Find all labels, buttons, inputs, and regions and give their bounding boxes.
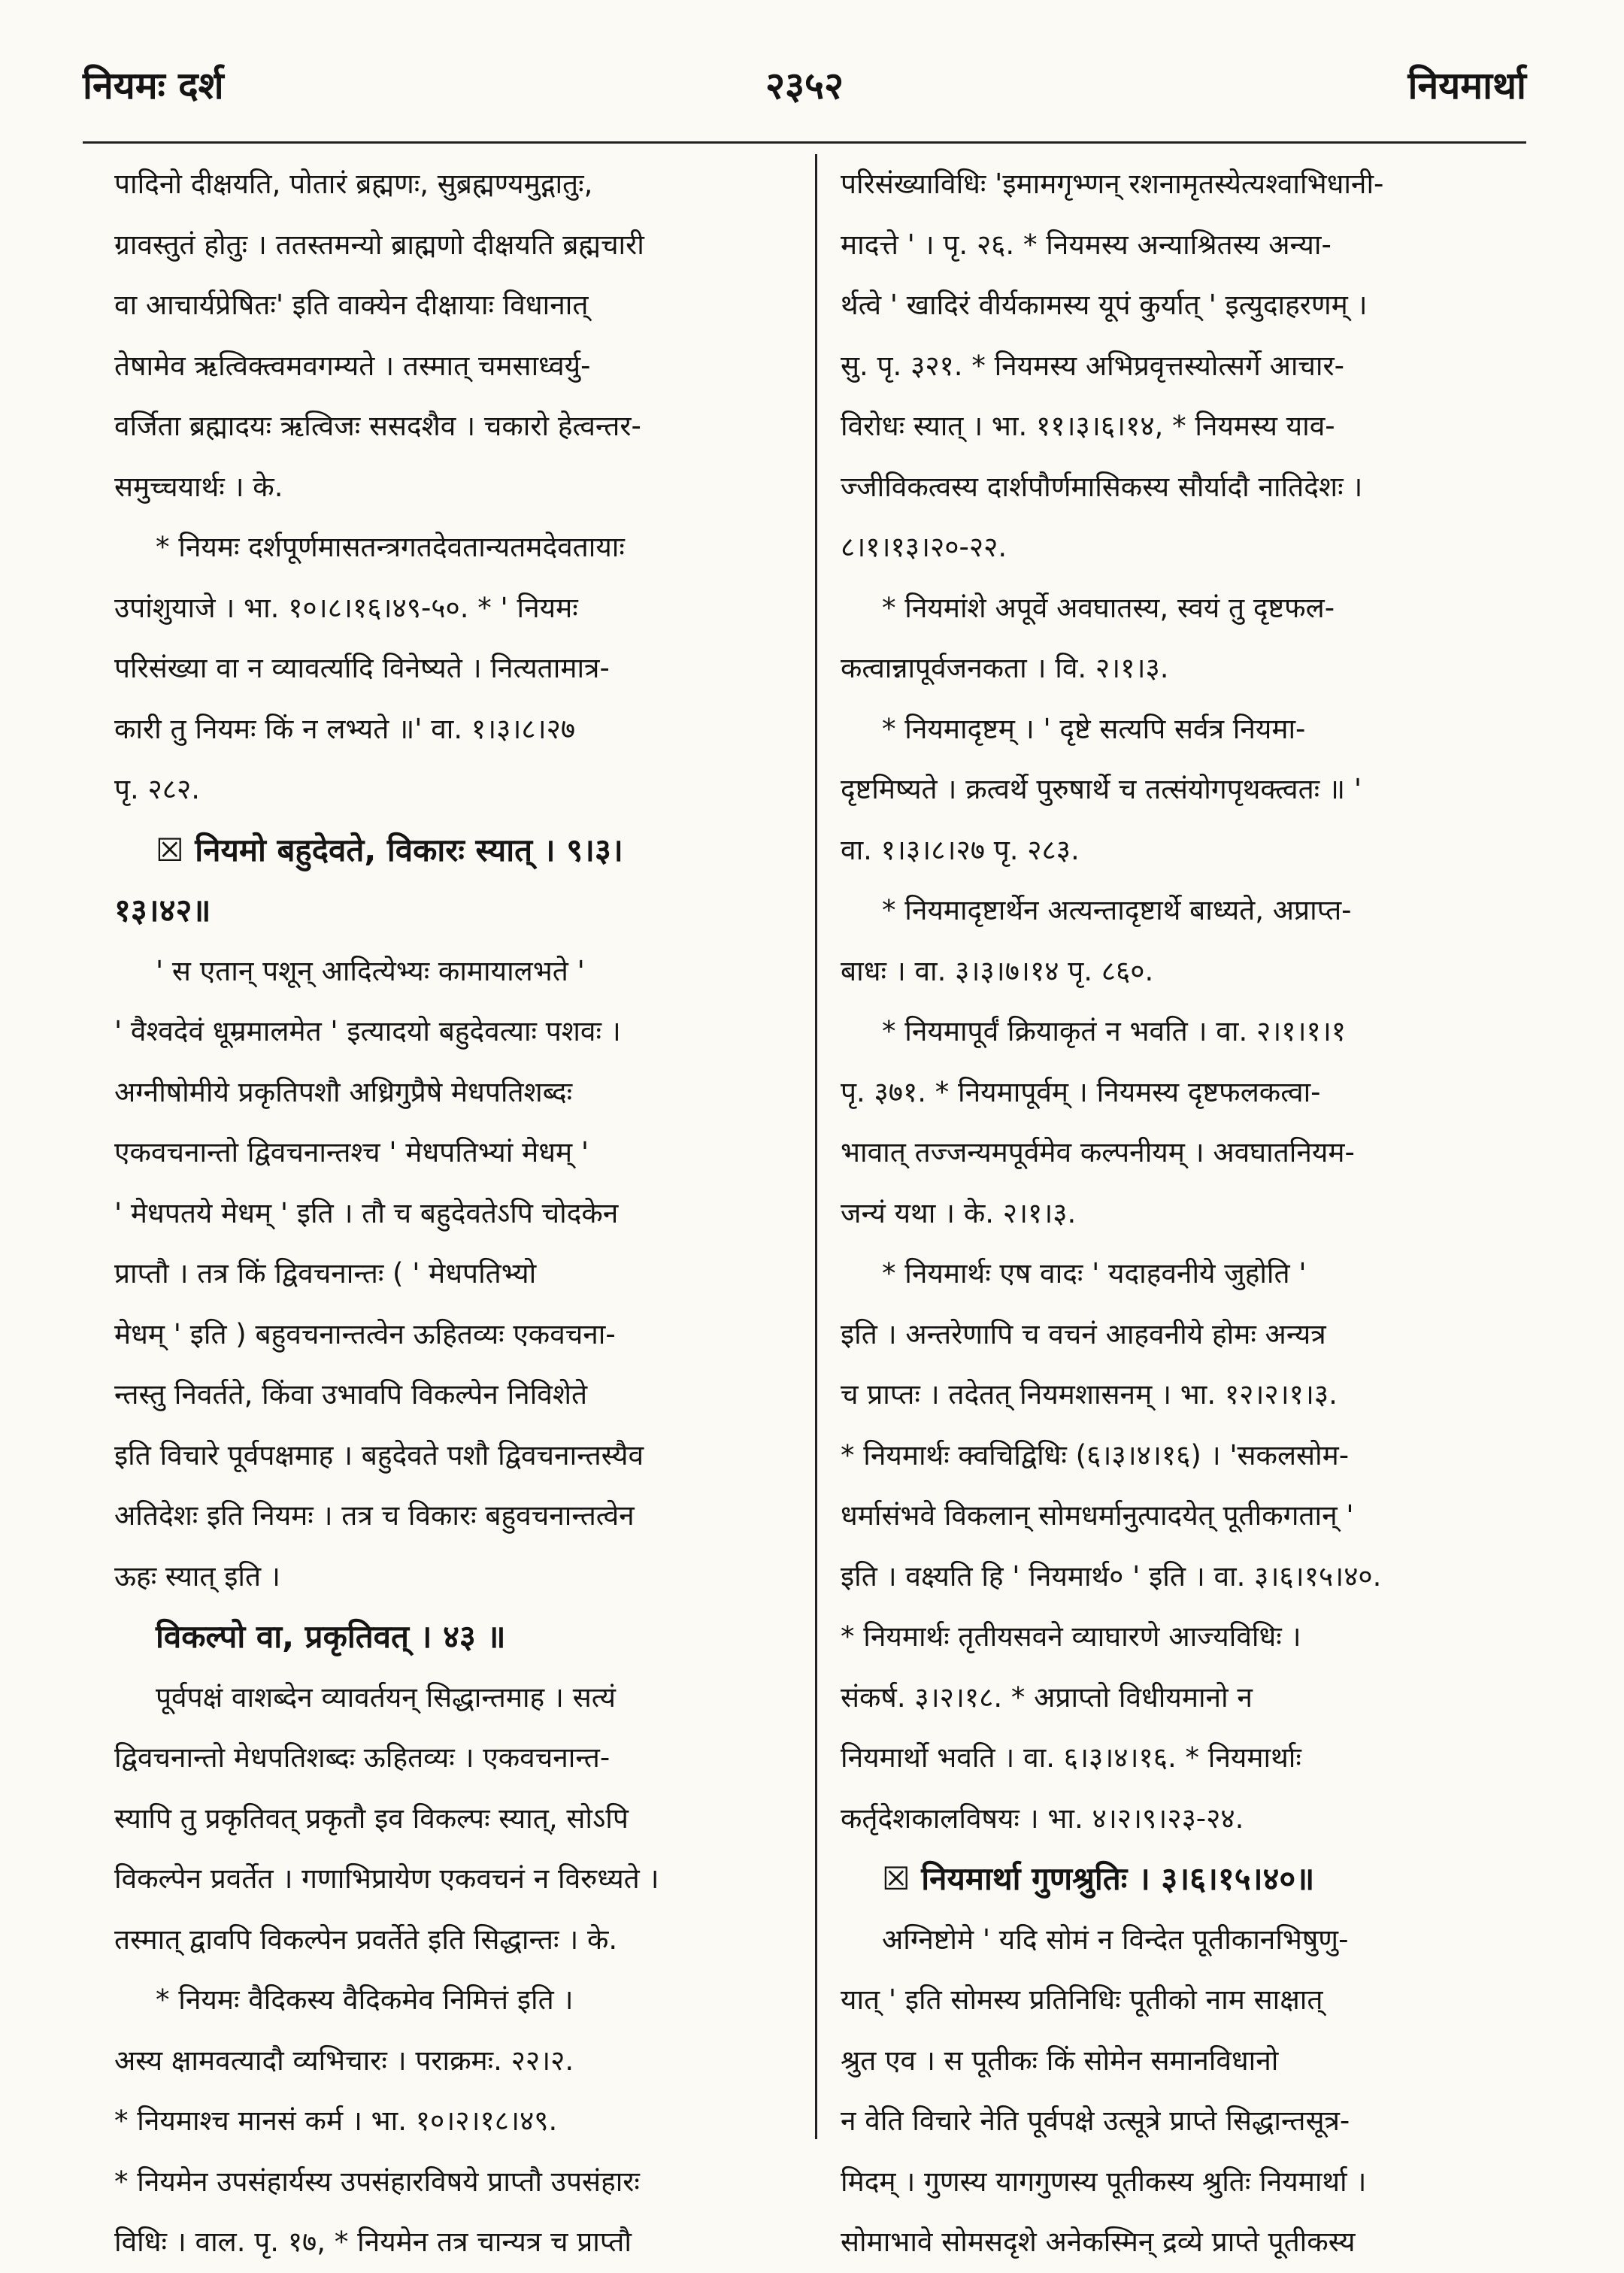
text-line: श्रुत एव । स पूतीकः किं सोमेन समानविधानो xyxy=(841,2044,1279,2077)
text-line: वा. १।३।८।२७ पृ. २८३. xyxy=(841,833,1080,866)
text-line: ८।१।१३।२०-२२. xyxy=(841,531,1007,563)
text-line: ज्जीविकत्वस्य दार्शपौर्णमासिकस्य सौर्यादौ नातिदेशः । xyxy=(841,470,1363,503)
text-line: मिदम् । गुणस्य यागगुणस्य पूतीकस्य श्रुतिः नियमार्था । xyxy=(841,2165,1367,2198)
text-line: परिसंख्या वा न व्यावर्त्यादि विनेष्यते । नित्यतामात्र- xyxy=(114,652,610,684)
text-line: * नियमादृष्टार्थेन अत्यन्तादृष्टार्थे बाध्यते, अप्राप्त- xyxy=(882,894,1352,926)
text-line: * नियमार्थः तृतीयसवने व्याघारणे आज्यविधिः । xyxy=(841,1620,1301,1653)
text-line: पृ. ३७१. * नियमापूर्वम् । नियमस्य दृष्टफलकत्वा- xyxy=(841,1075,1321,1108)
text-line: * नियमार्थः क्वचिद्विधिः (६।३।४।१६) । 'सकलसोम- xyxy=(841,1438,1350,1471)
page-header xyxy=(83,59,1526,119)
text-line: यात् ' इति सोमस्य प्रतिनिधिः पूतीको नाम साक्षात् xyxy=(841,1984,1323,2016)
text-line: विकल्पेन प्रवर्तेत । गणाभिप्रायेण एकवचनं न विरुध्यते । xyxy=(114,1862,659,1895)
text-line: ' वैश्वदेवं धूम्रमालमेत ' इत्यादयो बहुदेवत्याः पशवः । xyxy=(114,1015,621,1047)
page-number: २३५२ xyxy=(765,64,844,108)
text-line: दृष्टमिष्यते । क्रत्वर्थे पुरुषार्थे च तत्संयोगपृथक्त्वतः ॥ ' xyxy=(841,773,1362,805)
text-line: मेधम् ' इति ) बहुवचनान्तत्वेन ऊहितव्यः एकवचना- xyxy=(114,1317,616,1350)
text-line: प्राप्तौ । तत्र किं द्विवचनान्तः ( ' मेधपतिभ्यो xyxy=(114,1257,537,1290)
text-line: पादिनो दीक्षयति, पोतारं ब्रह्मणः, सुब्रह्मण्यमुद्गातुः, xyxy=(114,168,593,200)
text-line: * नियमाश्च मानसं कर्म । भा. १०।२।१८।४९. xyxy=(114,2105,558,2137)
text-line: उपांशुयाजे । भा. १०।८।१६।४९-५०. * ' नियमः xyxy=(114,591,578,624)
text-line: स्यापि तु प्रकृतिवत् प्रकृतौ इव विकल्पः स्यात्, सोऽपि xyxy=(114,1802,629,1835)
text-line: अग्निष्टोमे ' यदि सोमं न विन्देत पूतीकानभिषुणु- xyxy=(882,1923,1349,1956)
text-line: इति । अन्तरेणापि च वचनं आहवनीये होमः अन्यत्र xyxy=(841,1317,1326,1350)
text-line: अग्नीषोमीये प्रकृतिपशौ अध्रिगुप्रैषे मेधपतिशब्दः xyxy=(114,1075,573,1108)
text-line: वा आचार्यप्रेषितः' इति वाक्येन दीक्षायाः विधानात् xyxy=(114,289,589,321)
text-line: संकर्ष. ३।२।१८. * अप्राप्तो विधीयमानो न xyxy=(841,1681,1253,1714)
text-line: तस्मात् द्वावपि विकल्पेन प्रवर्तेते इति सिद्धान्तः । के. xyxy=(114,1923,618,1956)
text-line: * नियमेन उपसंहार्यस्य उपसंहारविषये प्राप्तौ उपसंहारः xyxy=(114,2165,640,2198)
text-line: द्विवचनान्तो मेधपतिशब्दः ऊहितव्यः । एकवचनान्त- xyxy=(114,1741,611,1774)
text-line: ' मेधपतये मेधम् ' इति । तौ च बहुदेवतेऽपि चोदकेन xyxy=(114,1196,619,1229)
text-line: * नियमार्थः एष वादः ' यदाहवनीये जुहोति ' xyxy=(882,1257,1307,1290)
text-line: मादत्ते ' । पृ. २६. * नियमस्य अन्याश्रितस्य अन्या- xyxy=(841,228,1332,261)
text-line: धर्मासंभवे विकलान् सोमधर्मानुत्पादयेत् पूतीकगतान् ' xyxy=(841,1499,1354,1532)
text-line: एकवचनान्तो द्विवचनान्तश्च ' मेधपतिभ्यां मेधम् ' xyxy=(114,1136,589,1168)
text-line: ग्रावस्तुतं होतुः । ततस्तमन्यो ब्राह्मणो दीक्षयति ब्रह्मचारी xyxy=(114,228,644,261)
text-line: समुच्चयार्थः । के. xyxy=(114,470,283,503)
header-right-word: नियमार्था xyxy=(1407,64,1526,108)
text-line: कर्तृदेशकालविषयः । भा. ४।२।९।२३-२४. xyxy=(841,1802,1244,1835)
text-line: ' स एतान् पशून् आदित्येभ्यः कामायालभते ' xyxy=(156,954,585,987)
text-line: जन्यं यथा । के. २।१।३. xyxy=(841,1196,1077,1229)
text-line: तेषामेव ऋत्विक्त्वमवगम्यते । तस्मात् चमसाध्वर्यु- xyxy=(114,349,591,382)
text-line: नियमार्थो भवति । वा. ६।३।४।१६. * नियमार्थाः xyxy=(841,1741,1301,1774)
text-line: भावात् तज्जन्यमपूर्वमेव कल्पनीयम् । अवघातनियम- xyxy=(841,1136,1355,1168)
text-line: बाधः । वा. ३।३।७।१४ पृ. ८६०. xyxy=(841,954,1154,987)
sutra-heading: १३।४२॥ xyxy=(114,892,211,929)
text-line: कारी तु नियमः किं न लभ्यते ॥' वा. १।३।८।२७ xyxy=(114,712,576,745)
header-rule xyxy=(83,141,1526,144)
text-line: न्तस्तु निवर्तते, किंवा उभावपि विकल्पेन निविशेते xyxy=(114,1378,588,1411)
text-line: इति विचारे पूर्वपक्षमाह । बहुदेवते पशौ द्विवचनान्तस्यैव xyxy=(114,1438,644,1471)
text-line: परिसंख्याविधिः 'इमामगृभ्णन् रशनामृतस्येत्यश्वाभिधानी- xyxy=(841,168,1384,200)
header-left-word: नियमः दर्श xyxy=(83,64,224,108)
text-line: पृ. २८२. xyxy=(114,773,201,805)
text-line: च प्राप्तः । तदेतत् नियमशासनम् । भा. १२।२।१।३. xyxy=(841,1378,1338,1411)
text-line: * नियमादृष्टम् । ' दृष्टे सत्यपि सर्वत्र नियमा- xyxy=(882,712,1306,745)
text-line: सु. पृ. ३२१. * नियमस्य अभिप्रवृत्तस्योत्सर्गे आचार- xyxy=(841,349,1344,382)
text-line: र्थत्वे ' खादिरं वीर्यकामस्य यूपं कुर्यात् ' इत्युदाहरणम् । xyxy=(841,289,1368,321)
text-line: * नियमः वैदिकस्य वैदिकमेव निमित्तं इति । xyxy=(156,1984,574,2016)
sutra-heading: विकल्पो वा, प्रकृतिवत् । ४३ ॥ xyxy=(156,1618,506,1655)
text-line: * नियमांशे अपूर्वे अवघातस्य, स्वयं तु दृष्टफल- xyxy=(882,591,1335,624)
text-line: विरोधः स्यात् । भा. ११।३।६।१४, * नियमस्य याव- xyxy=(841,410,1335,442)
text-line: अतिदेशः इति नियमः । तत्र च विकारः बहुवचनान्तत्वेन xyxy=(114,1499,635,1532)
text-line: न वेति विचारे नेति पूर्वपक्षे उत्सूत्रे प्राप्ते सिद्धान्तसूत्र- xyxy=(841,2105,1350,2137)
sutra-heading: ☒ नियमो बहुदेवते, विकारः स्यात् । ९।३। xyxy=(156,831,623,868)
text-line: कत्वान्नापूर्वजनकता । वि. २।१।३. xyxy=(841,652,1169,684)
sutra-heading: ☒ नियमार्था गुणश्रुतिः । ३।६।१५।४०॥ xyxy=(882,1860,1315,1897)
text-line: अस्य क्षामवत्यादौ व्यभिचारः । पराक्रमः. २२।२. xyxy=(114,2044,574,2077)
column-divider xyxy=(815,154,817,2139)
text-line: इति । वक्ष्यति हि ' नियमार्थ० ' इति । वा. ३।६।१५।४०. xyxy=(841,1559,1382,1593)
left-column xyxy=(114,154,802,2273)
text-line: विधिः । वाल. पृ. १७, * नियमेन तत्र चान्यत्र च प्राप्तौ xyxy=(114,2226,632,2258)
text-line: वर्जिता ब्रह्मादयः ऋत्विजः ससदशैव । चकारो हेत्वन्तर- xyxy=(114,410,641,442)
right-column xyxy=(841,154,1529,2273)
text-line: * नियमापूर्वं क्रियाकृतं न भवति । वा. २।१।१।१ xyxy=(882,1015,1347,1047)
text-line: सोमाभावे सोमसदृशे अनेकस्मिन् द्रव्ये प्राप्ते पूतीकस्य xyxy=(841,2226,1356,2258)
text-line: * नियमः दर्शपूर्णमासतन्त्रगतदेवतान्यतमदेवतायाः xyxy=(156,531,625,563)
text-line: ऊहः स्यात् इति । xyxy=(114,1559,280,1593)
text-line: पूर्वपक्षं वाशब्देन व्यावर्तयन् सिद्धान्तमाह । सत्यं xyxy=(156,1681,616,1714)
